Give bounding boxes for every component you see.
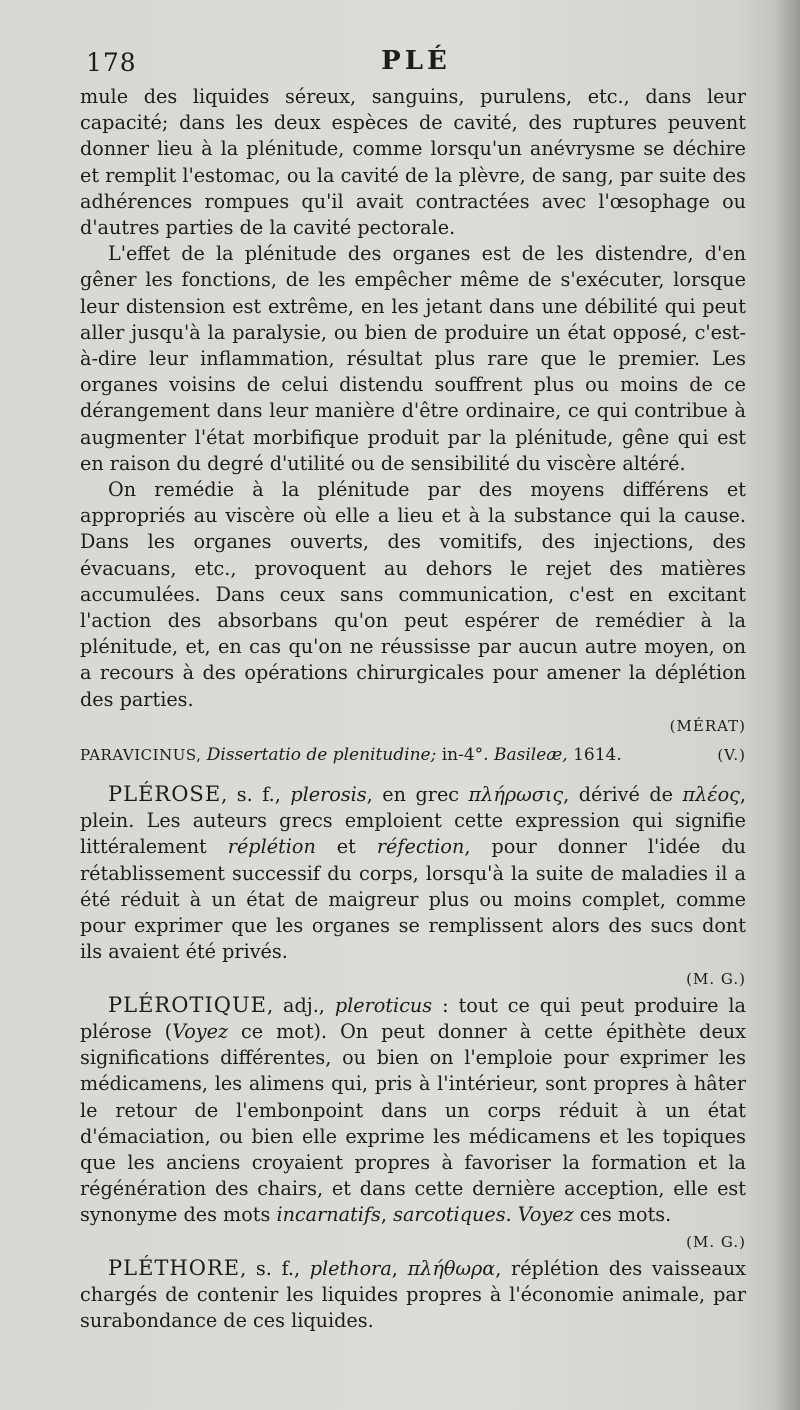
bibliography-reference [80, 739, 746, 771]
reference-title: Dissertatio de plenitudine; [206, 745, 437, 766]
entry-text: : tout ce qui peut produire la plérose ( [80, 993, 746, 1043]
entry-text: . [505, 1203, 518, 1227]
greek-term: πλήθωρα [407, 1256, 496, 1280]
latin-term: plerosis [290, 783, 367, 807]
emphasis-term: sarcotiques [393, 1203, 506, 1227]
author-signature-mg: (M. G.) [686, 969, 746, 988]
page-body [80, 84, 746, 1334]
reference-place: Basileæ, [493, 745, 568, 766]
reference-year: 1614. [573, 745, 622, 766]
paragraph-continuation: mule des liquides séreux, sanguins, purulens, etc., dans leur capacité; dans les deux espèces de cavité, des ruptures peuvent donner lieu à la plénitude, comme lorsqu'un anévrysme se déchire et remplit l'estomac, ou la cavité de la plèvre, de sang, par suite des adhérences rompues qu'il avait contractées avec l'œsophage ou d'autres parties de la cavité pectorale. [80, 85, 746, 240]
entry-text: , [391, 1256, 408, 1280]
entry-text: , en grec [366, 783, 469, 807]
paragraph-effects: L'effet de la plénitude des organes est de les distendre, d'en gêner les fonctions, de les empêcher même de s'exécuter, lorsque leur distension est extrême, en les jetant dans une débilité qui peut aller jusqu'à la paralysie, ou bien de produire un état opposé, c'est-à-dire leur inflammation, résultat plus rare que le premier. Les organes voisins de celui distendu souffrent plus ou moins de ce dérangement dans leur manière d'être ordinaire, ce qui contribue à augmenter l'état morbifique produit par la plénitude, gêne qui est en raison du degré d'utilité ou de sensibilité du viscère altéré. [80, 242, 746, 475]
reference-format: in-4°. [441, 745, 489, 766]
entry-plerose [80, 781, 746, 965]
cross-reference: Voyez [172, 1019, 229, 1043]
entry-text: , dérivé de [563, 783, 683, 807]
headword-plethore: PLÉTHORE [108, 1255, 241, 1280]
author-signature-mg-2: (M. G.) [686, 1232, 746, 1251]
page-number: 178 [86, 48, 137, 77]
grammar-label: , s. f., [240, 1256, 310, 1280]
latin-term: plethora [309, 1256, 392, 1280]
entry-plethore [80, 1255, 746, 1335]
paragraph-remedies: On remédie à la plénitude par des moyens différens et appropriés au viscère où elle a lieu et à la substance qui la cause. Dans les organes ouverts, des vomitifs, des injections, des évacuans, etc., provoquent au dehors le rejet des matières accumulées. Dans ceux sans communication, c'est en excitant l'action des absorbans qu'on peut espérer de remédier à la plénitude, et, en cas qu'on ne réussisse par aucun autre moyen, on a recours à des opérations chirurgicales pour amener la déplétion des parties. [80, 478, 746, 711]
greek-term: πλέος [682, 783, 740, 807]
reference-signature: (V.) [717, 746, 746, 765]
page-header [86, 44, 746, 84]
grammar-label: , s. f., [221, 783, 291, 807]
entry-text: ces mots. [573, 1203, 672, 1227]
page-edge-shadow [774, 0, 800, 1410]
grammar-label: , adj., [266, 993, 335, 1017]
cross-reference: Voyez [517, 1203, 574, 1227]
entry-text: ce mot). On peut donner à cette épithète deux significations différentes, ou bien on l'emploie pour exprimer les médicamens, les alimens qui, pris à l'intérieur, sont propres à hâter le retour de l'embonpoint dans un corps réduit à un état d'émaciation, ou bien elle exprime les médicamens et les topiques que les anciens croyaient propres à favoriser la formation et la régénération des chairs, et dans cette dernière acception, elle est synonyme des mots [80, 1019, 746, 1227]
headword-plerotique: PLÉROTIQUE [108, 992, 267, 1017]
entry-text: , réplétion des vaisseaux chargés de contenir les liquides propres à l'économie animale, par surabondance de ces liquides. [80, 1256, 746, 1333]
emphasis-term: incarnatifs [276, 1203, 381, 1227]
greek-term: πλήρωσις [468, 783, 564, 807]
headword-plerose: PLÉROSE [108, 782, 222, 807]
entry-plerotique [80, 992, 746, 1229]
emphasis-term: réplétion [227, 835, 316, 859]
entry-text: , pour donner l'idée du rétablissement successif du corps, lorsqu'à la suite de maladies il a été réduit à un état de maigreur plus ou moins complet, comme pour exprimer que les organes se remplissent alors des sucs dont ils avaient été privés. [80, 835, 747, 964]
entry-text: et [315, 835, 377, 859]
reference-author: PARAVICINUS, [80, 746, 202, 765]
entry-text: , [380, 1203, 394, 1227]
emphasis-term: réfection [376, 835, 465, 859]
author-signature-merat: (MÉRAT) [669, 716, 746, 735]
latin-term: pleroticus [334, 993, 433, 1017]
entry-text: , plein. Les auteurs grecs emploient cette expression qui signifie littéralement [80, 783, 746, 859]
running-head: PLÉ [381, 46, 451, 76]
